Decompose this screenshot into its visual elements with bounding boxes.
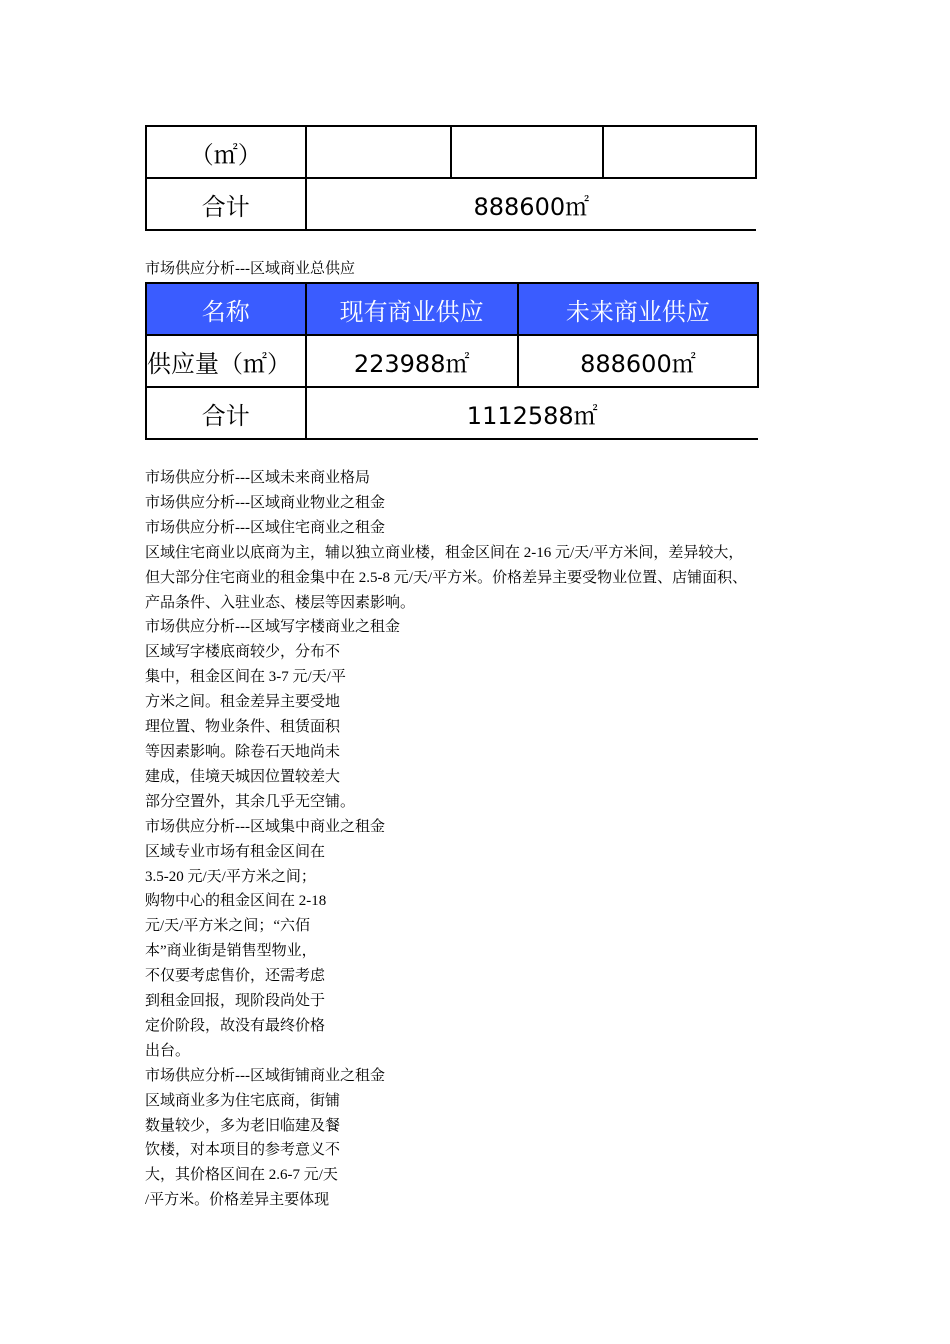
paragraph-line: 建成，佳境天城因位置较差大 xyxy=(145,768,341,785)
paragraph-line: 到租金回报，现阶段尚处于 xyxy=(145,993,326,1010)
section-heading: 市场供应分析---区域集中商业之租金 xyxy=(145,818,385,835)
paragraph-line: 大，其价格区间在 2.6-7 元/天 xyxy=(145,1167,338,1184)
row-label: （㎡） xyxy=(146,126,306,178)
paragraph-line: 饮楼，对本项目的参考意义不 xyxy=(145,1142,341,1159)
paragraph-line: /平方米。价格差异主要体现 xyxy=(145,1192,330,1209)
table-row xyxy=(146,126,756,178)
paragraph-line: 产品条件、入驻业态、楼层等因素影响。 xyxy=(145,594,416,611)
section-heading: 市场供应分析---区域写字楼商业之租金 xyxy=(145,619,400,636)
total-value: 1112588㎡ xyxy=(306,387,759,439)
paragraph-line: 购物中心的租金区间在 2-18 xyxy=(145,893,327,910)
total-value: 888600㎡ xyxy=(306,178,756,230)
supply-table-continued xyxy=(145,125,757,231)
paragraph-line: 本”商业街是销售型物业， xyxy=(145,943,317,960)
existing-supply-value: 223988㎡ xyxy=(306,335,518,387)
paragraph-line: 部分空置外，其余几乎无空铺。 xyxy=(145,793,356,810)
table-cell xyxy=(603,126,756,178)
section-heading: 市场供应分析---区域住宅商业之租金 xyxy=(145,519,385,536)
paragraph-line: 区域专业市场有租金区间在 xyxy=(145,843,326,860)
future-supply-value: 888600㎡ xyxy=(518,335,758,387)
total-label: 合计 xyxy=(146,387,306,439)
total-supply-table xyxy=(145,282,759,440)
paragraph-line: 但大部分住宅商业的租金集中在 2.5-8 元/天/平方米。价格差异主要受物业位置、店铺面积、 xyxy=(145,569,748,586)
header-future-supply: 未来商业供应 xyxy=(518,283,758,335)
paragraph-line: 区域住宅商业以底商为主，辅以独立商业楼，租金区间在 2-16 元/天/平方米间，差异较大， xyxy=(145,544,744,561)
section-heading: 市场供应分析---区域商业物业之租金 xyxy=(145,494,385,511)
paragraph-line: 方米之间。租金差异主要受地 xyxy=(145,694,341,711)
total-label: 合计 xyxy=(146,178,306,230)
header-name: 名称 xyxy=(146,283,306,335)
paragraph-line: 集中，租金区间在 3-7 元/天/平 xyxy=(145,669,346,686)
paragraph-line: 元/天/平方米之间；“六佰 xyxy=(145,918,310,935)
header-existing-supply: 现有商业供应 xyxy=(306,283,518,335)
table-cell xyxy=(306,126,451,178)
paragraph-line: 等因素影响。除卷石天地尚未 xyxy=(145,743,341,760)
paragraph-line: 区域商业多为住宅底商，街铺 xyxy=(145,1092,341,1109)
paragraph-line: 出台。 xyxy=(145,1042,191,1059)
paragraph-line: 不仅要考虑售价，还需考虑 xyxy=(145,968,326,985)
paragraph-line: 区域写字楼底商较少，分布不 xyxy=(145,644,341,661)
paragraph-line: 数量较少，多为老旧临建及餐 xyxy=(145,1117,341,1134)
paragraph-line: 理位置、物业条件、租赁面积 xyxy=(145,719,341,736)
table-row xyxy=(146,387,758,439)
table-row xyxy=(146,178,756,230)
paragraph-line: 定价阶段，故没有最终价格 xyxy=(145,1017,326,1034)
table-header-row xyxy=(146,283,758,335)
section-heading: 市场供应分析---区域未来商业格局 xyxy=(145,470,370,486)
row-label: 供应量（㎡） xyxy=(146,335,306,387)
supply-table-caption: 市场供应分析---区域商业总供应 xyxy=(145,261,355,277)
section-heading: 市场供应分析---区域街铺商业之租金 xyxy=(145,1067,385,1084)
paragraph-line: 3.5-20 元/天/平方米之间； xyxy=(145,868,316,885)
table-row xyxy=(146,335,758,387)
table-cell xyxy=(451,126,602,178)
body-text xyxy=(145,466,747,1213)
